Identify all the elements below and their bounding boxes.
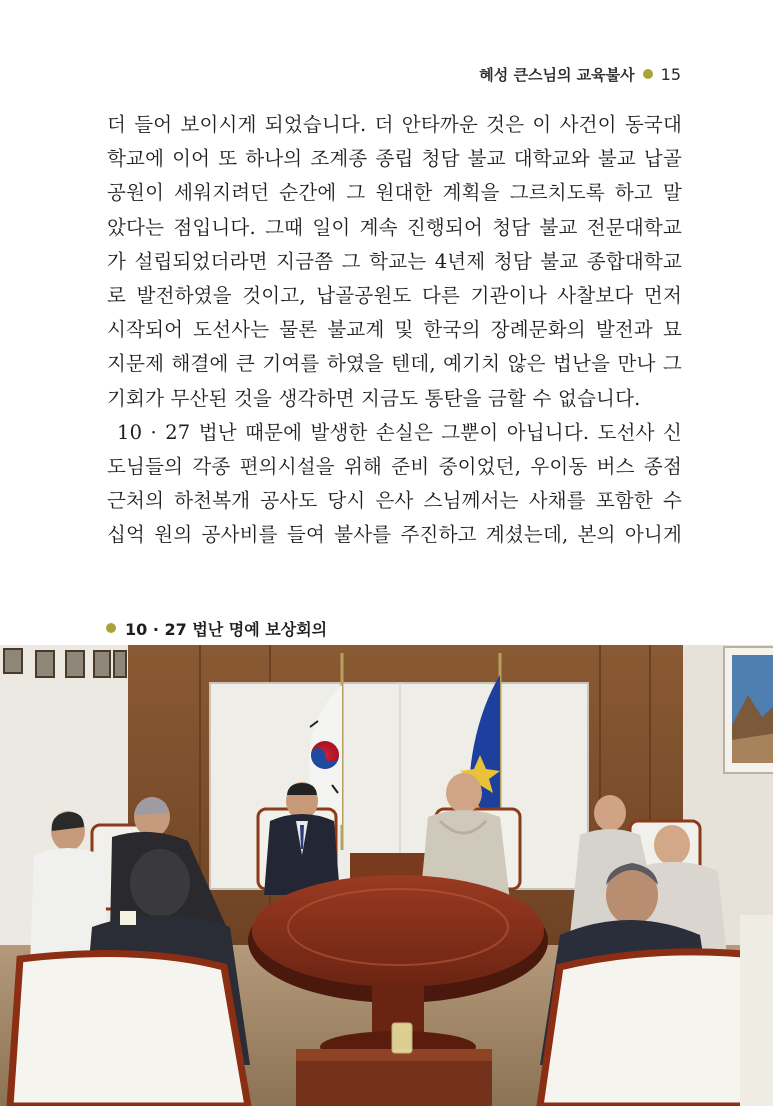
text-line: 가 설립되었더라면 지금쯤 그 학교는 4년제 청담 불교 종합대학교 — [107, 249, 682, 273]
text-line: 았다는 점입니다. 그때 일이 계속 진행되어 청담 불교 전문대학교 — [107, 215, 682, 239]
text-line: 더 들어 보이시게 되었습니다. 더 안타까운 것은 이 사건이 동국대 — [107, 113, 682, 136]
meeting-photo — [0, 645, 773, 1106]
caption-text: 10 · 27 법난 명예 보상회의 — [125, 619, 328, 639]
photo-caption — [106, 617, 327, 639]
text-line: 근처의 하천복개 공사도 당시 은사 스님께서는 사채를 포함한 수 — [107, 489, 682, 513]
body-text — [107, 108, 682, 552]
page-number: 15 — [660, 64, 681, 84]
text-line: 십억 원의 공사비를 들여 불사를 주진하고 계셨는데, 본의 아니게 — [107, 523, 682, 547]
bullet-dot-icon — [106, 623, 116, 633]
text-line: 공원이 세워지려던 순간에 그 원대한 계획을 그르치도록 하고 말 — [107, 181, 682, 205]
text-line: 로 발전하였을 것이고, 납골공원도 다른 기관이나 사찰보다 먼저 — [107, 283, 682, 307]
bullet-dot-icon — [643, 69, 653, 79]
text-line: 기회가 무산된 것을 생각하면 지금도 통탄을 금할 수 없습니다. — [107, 386, 641, 410]
text-line: 시작되어 도선사는 물론 불교계 및 한국의 장례문화의 발전과 묘 — [107, 318, 682, 342]
text-line: 도님들의 각종 편의시설을 위해 준비 중이었던, 우이동 버스 종점 — [107, 454, 682, 478]
text-line: 학교에 이어 또 하나의 조계종 종립 청담 불교 대학교와 불교 납골 — [107, 147, 682, 171]
running-header — [479, 62, 681, 86]
text-line: 10 · 27 법난 때문에 발생한 손실은 그뿐이 아닙니다. 도선사 신 — [117, 420, 682, 444]
book-title: 혜성 큰스님의 교육불사 — [479, 65, 635, 84]
text-line: 지문제 해결에 큰 기여를 하였을 텐데, 예기치 않은 법난을 만나 그 — [107, 352, 682, 376]
